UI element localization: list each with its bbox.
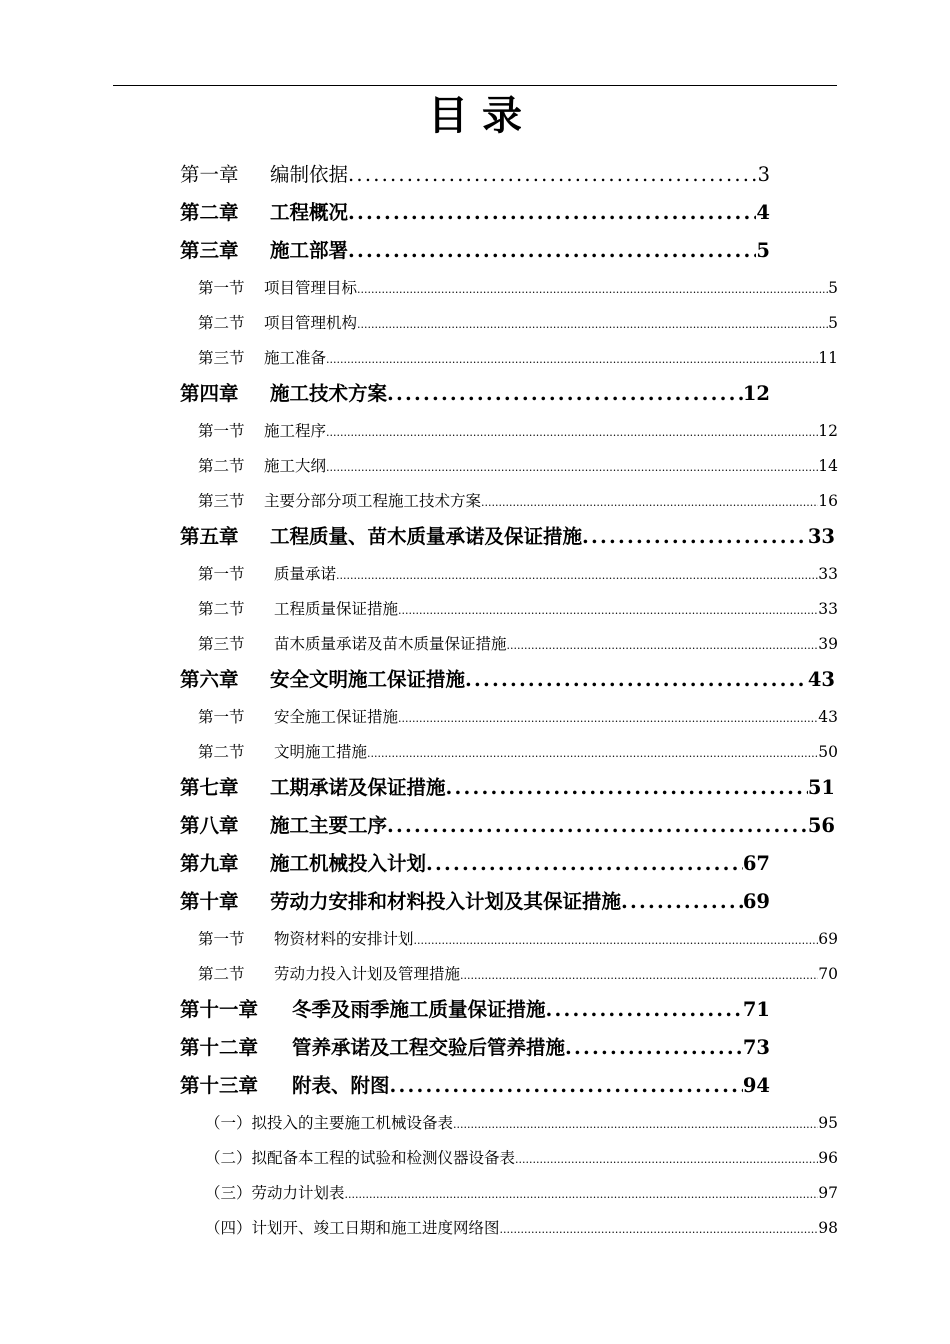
toc-entry-label xyxy=(198,632,507,656)
toc-section-entry[interactable] xyxy=(198,454,838,478)
toc-page-number: 12 xyxy=(818,422,838,440)
toc-entry-number: （一） xyxy=(205,1114,252,1132)
toc-entry-label xyxy=(180,379,387,409)
toc-entry-number: 第一节 xyxy=(198,279,245,297)
toc-page-number: 96 xyxy=(818,1149,838,1167)
toc-entry-text: 施工准备 xyxy=(264,349,327,367)
toc-entry-text: 项目管理机构 xyxy=(264,314,358,332)
toc-entry-text: 施工大纲 xyxy=(264,457,327,475)
toc-dot-leader xyxy=(398,599,818,623)
toc-section-entry[interactable] xyxy=(198,927,838,951)
toc-chapter-entry[interactable] xyxy=(180,522,835,552)
toc-entry-label xyxy=(180,160,348,190)
toc-entry-text: 计划开、竣工日期和施工进度网络图 xyxy=(251,1219,500,1237)
toc-page-number: 51 xyxy=(807,776,835,799)
toc-chapter-entry[interactable] xyxy=(180,198,770,228)
page-title: 目 录 xyxy=(428,92,522,139)
toc-entry-text: 管养承诺及工程交验后管养措施 xyxy=(292,1036,566,1059)
toc-entry-text: 工程概况 xyxy=(270,201,349,224)
toc-entry-text: 劳动力投入计划及管理措施 xyxy=(274,965,461,983)
toc-entry-label xyxy=(198,454,326,478)
toc-entry-number: 第四章 xyxy=(180,382,239,405)
toc-dot-leader xyxy=(326,348,818,372)
toc-page-number: 97 xyxy=(818,1184,838,1202)
toc-dot-leader xyxy=(453,1113,818,1137)
toc-dot-leader xyxy=(348,198,756,228)
toc-entry-number: 第二节 xyxy=(198,743,245,761)
toc-chapter-entry[interactable] xyxy=(180,1033,770,1063)
toc-dot-leader xyxy=(367,742,818,766)
toc-entry-label xyxy=(198,419,326,443)
toc-dot-leader xyxy=(398,707,818,731)
toc-dot-leader xyxy=(426,849,743,879)
toc-page-number: 4 xyxy=(756,201,770,224)
toc-entry-number: 第二章 xyxy=(180,201,239,224)
toc-page-number: 50 xyxy=(818,743,838,761)
toc-dot-leader xyxy=(357,313,828,337)
toc-section-entry[interactable] xyxy=(198,346,838,370)
toc-page-number: 33 xyxy=(818,600,838,618)
toc-dot-leader xyxy=(348,160,758,190)
toc-chapter-entry[interactable] xyxy=(180,379,770,409)
toc-chapter-entry[interactable] xyxy=(180,887,770,917)
toc-entry-label xyxy=(205,1111,453,1135)
toc-page-number: 69 xyxy=(818,930,838,948)
toc-dot-leader xyxy=(326,456,818,480)
toc-entry-number: 第十章 xyxy=(180,890,239,913)
toc-entry-number: 第三节 xyxy=(198,635,245,653)
toc-entry-text: 安全施工保证措施 xyxy=(274,708,399,726)
toc-page-number: 33 xyxy=(807,525,835,548)
toc-section-entry[interactable] xyxy=(205,1146,838,1170)
toc-entry-text: 苗木质量承诺及苗木质量保证措施 xyxy=(274,635,507,653)
toc-dot-leader xyxy=(348,236,756,266)
toc-page-number: 69 xyxy=(742,890,770,913)
toc-page-number: 67 xyxy=(742,852,770,875)
toc-page-number: 5 xyxy=(756,239,770,262)
toc-entry-label xyxy=(180,236,348,266)
toc-section-entry[interactable] xyxy=(198,311,838,335)
toc-entry-number: 第十一章 xyxy=(180,998,259,1021)
toc-page-number: 3 xyxy=(757,163,770,186)
toc-entry-text: 物资材料的安排计划 xyxy=(274,930,414,948)
toc-entry-label xyxy=(198,740,367,764)
toc-section-entry[interactable] xyxy=(198,562,838,586)
toc-entry-label xyxy=(180,198,348,228)
toc-dot-leader xyxy=(621,887,743,917)
toc-dot-leader xyxy=(357,278,828,302)
toc-entry-number: 第一节 xyxy=(198,422,245,440)
toc-entry-label xyxy=(180,522,582,552)
toc-entry-text: 施工技术方案 xyxy=(270,382,388,405)
toc-dot-leader xyxy=(582,522,808,552)
toc-dot-leader xyxy=(515,1148,818,1172)
toc-entry-number: 第三节 xyxy=(198,492,245,510)
toc-entry-text: 劳动力安排和材料投入计划及其保证措施 xyxy=(270,890,622,913)
toc-dot-leader xyxy=(507,634,819,658)
toc-entry-number: 第八章 xyxy=(180,814,239,837)
toc-section-entry[interactable] xyxy=(205,1111,838,1135)
toc-entry-label xyxy=(205,1146,515,1170)
toc-entry-number: 第一节 xyxy=(198,708,245,726)
toc-page-number: 5 xyxy=(828,279,838,297)
toc-page-number: 71 xyxy=(742,998,770,1021)
toc-entry-number: 第二节 xyxy=(198,314,245,332)
toc-entry-label xyxy=(198,705,398,729)
toc-entry-text: 工程质量保证措施 xyxy=(274,600,399,618)
toc-entry-label xyxy=(180,849,426,879)
toc-entry-text: 拟配备本工程的试验和检测仪器设备表 xyxy=(251,1149,516,1167)
toc-entry-text: 主要分部分项工程施工技术方案 xyxy=(264,492,482,510)
toc-entry-label xyxy=(180,1071,390,1101)
toc-section-entry[interactable] xyxy=(205,1181,838,1205)
toc-page-number: 33 xyxy=(818,565,838,583)
toc-chapter-entry[interactable] xyxy=(180,160,770,190)
toc-page-number: 14 xyxy=(818,457,838,475)
toc-section-entry[interactable] xyxy=(198,632,838,656)
toc-dot-leader xyxy=(387,811,808,841)
toc-section-entry[interactable] xyxy=(205,1216,838,1240)
toc-page-number: 43 xyxy=(807,668,835,691)
toc-page-number: 70 xyxy=(818,965,838,983)
toc-section-entry[interactable] xyxy=(198,740,838,764)
toc-entry-number: 第一章 xyxy=(180,163,239,186)
toc-entry-label xyxy=(198,927,414,951)
toc-dot-leader xyxy=(336,564,818,588)
toc-page-number: 95 xyxy=(818,1114,838,1132)
toc-entry-text: 文明施工措施 xyxy=(274,743,368,761)
toc-entry-text: 质量承诺 xyxy=(274,565,337,583)
toc-dot-leader xyxy=(390,1071,743,1101)
toc-chapter-entry[interactable] xyxy=(180,995,770,1025)
toc-entry-label xyxy=(180,811,387,841)
toc-entry-number: 第九章 xyxy=(180,852,239,875)
toc-entry-text: 施工部署 xyxy=(270,239,349,262)
toc-entry-label xyxy=(198,597,398,621)
toc-entry-label xyxy=(198,276,357,300)
toc-entry-text: 项目管理目标 xyxy=(264,279,358,297)
toc-entry-number: 第二节 xyxy=(198,457,245,475)
toc-chapter-entry[interactable] xyxy=(180,811,835,841)
toc-dot-leader xyxy=(387,379,743,409)
toc-page-number: 56 xyxy=(807,814,835,837)
toc-dot-leader xyxy=(326,421,818,445)
toc-entry-text: 附表、附图 xyxy=(292,1074,390,1097)
toc-entry-label xyxy=(198,311,357,335)
toc-entry-text: 劳动力计划表 xyxy=(251,1184,345,1202)
toc-dot-leader xyxy=(465,665,808,695)
toc-entry-label xyxy=(180,773,446,803)
toc-page-number: 94 xyxy=(742,1074,770,1097)
toc-chapter-entry[interactable] xyxy=(180,236,770,266)
toc-entry-text: 安全文明施工保证措施 xyxy=(270,668,466,691)
toc-entry-text: 拟投入的主要施工机械设备表 xyxy=(251,1114,454,1132)
toc-entry-number: 第一节 xyxy=(198,930,245,948)
toc-entry-text: 工程质量、苗木质量承诺及保证措施 xyxy=(270,525,583,548)
toc-entry-label xyxy=(180,665,465,695)
toc-entry-number: 第十三章 xyxy=(180,1074,259,1097)
toc-entry-number: 第二节 xyxy=(198,600,245,618)
toc-section-entry[interactable] xyxy=(198,489,838,513)
toc-entry-number: 第二节 xyxy=(198,965,245,983)
toc-section-entry[interactable] xyxy=(198,419,838,443)
toc-entry-number: 第十二章 xyxy=(180,1036,259,1059)
toc-page-number: 98 xyxy=(818,1219,838,1237)
toc-entry-number: （四） xyxy=(205,1219,252,1237)
toc-dot-leader xyxy=(500,1218,819,1242)
toc-page-number: 73 xyxy=(742,1036,770,1059)
toc-section-entry[interactable] xyxy=(198,705,838,729)
toc-dot-leader xyxy=(546,995,743,1025)
toc-page-number: 5 xyxy=(828,314,838,332)
toc-entry-text: 施工机械投入计划 xyxy=(270,852,427,875)
toc-entry-label xyxy=(180,1033,565,1063)
toc-dot-leader xyxy=(446,773,808,803)
toc-dot-leader xyxy=(345,1183,819,1207)
toc-entry-number: 第六章 xyxy=(180,668,239,691)
toc-entry-text: 施工主要工序 xyxy=(270,814,388,837)
toc-entry-label xyxy=(180,995,546,1025)
toc-entry-label xyxy=(180,887,621,917)
toc-entry-label xyxy=(198,962,460,986)
toc-entry-label xyxy=(198,562,336,586)
toc-chapter-entry[interactable] xyxy=(180,773,835,803)
toc-entry-number: 第三节 xyxy=(198,349,245,367)
toc-entry-text: 工期承诺及保证措施 xyxy=(270,776,446,799)
toc-dot-leader xyxy=(565,1033,743,1063)
toc-section-entry[interactable] xyxy=(198,597,838,621)
toc-entry-label xyxy=(205,1181,345,1205)
toc-page-number: 39 xyxy=(818,635,838,653)
toc-chapter-entry[interactable] xyxy=(180,849,770,879)
toc-entry-label xyxy=(198,489,481,513)
toc-dot-leader xyxy=(481,491,818,515)
toc-chapter-entry[interactable] xyxy=(180,1071,770,1101)
toc-entry-text: 施工程序 xyxy=(264,422,327,440)
toc-section-entry[interactable] xyxy=(198,276,838,300)
toc-dot-leader xyxy=(414,929,819,953)
toc-chapter-entry[interactable] xyxy=(180,665,835,695)
toc-entry-number: 第三章 xyxy=(180,239,239,262)
toc-entry-number: 第一节 xyxy=(198,565,245,583)
toc-entry-text: 编制依据 xyxy=(270,163,349,186)
toc-entry-label xyxy=(198,346,326,370)
toc-entry-number: 第五章 xyxy=(180,525,239,548)
toc-page-number: 11 xyxy=(818,349,838,367)
toc-entry-label xyxy=(205,1216,500,1240)
toc-dot-leader xyxy=(460,964,818,988)
toc-entry-number: （三） xyxy=(205,1184,252,1202)
toc-page-number: 12 xyxy=(742,382,770,405)
toc-section-entry[interactable] xyxy=(198,962,838,986)
toc-entry-number: （二） xyxy=(205,1149,252,1167)
toc-page-number: 16 xyxy=(818,492,838,510)
toc-entry-number: 第七章 xyxy=(180,776,239,799)
toc-entry-text: 冬季及雨季施工质量保证措施 xyxy=(292,998,546,1021)
toc-page-number: 43 xyxy=(818,708,838,726)
